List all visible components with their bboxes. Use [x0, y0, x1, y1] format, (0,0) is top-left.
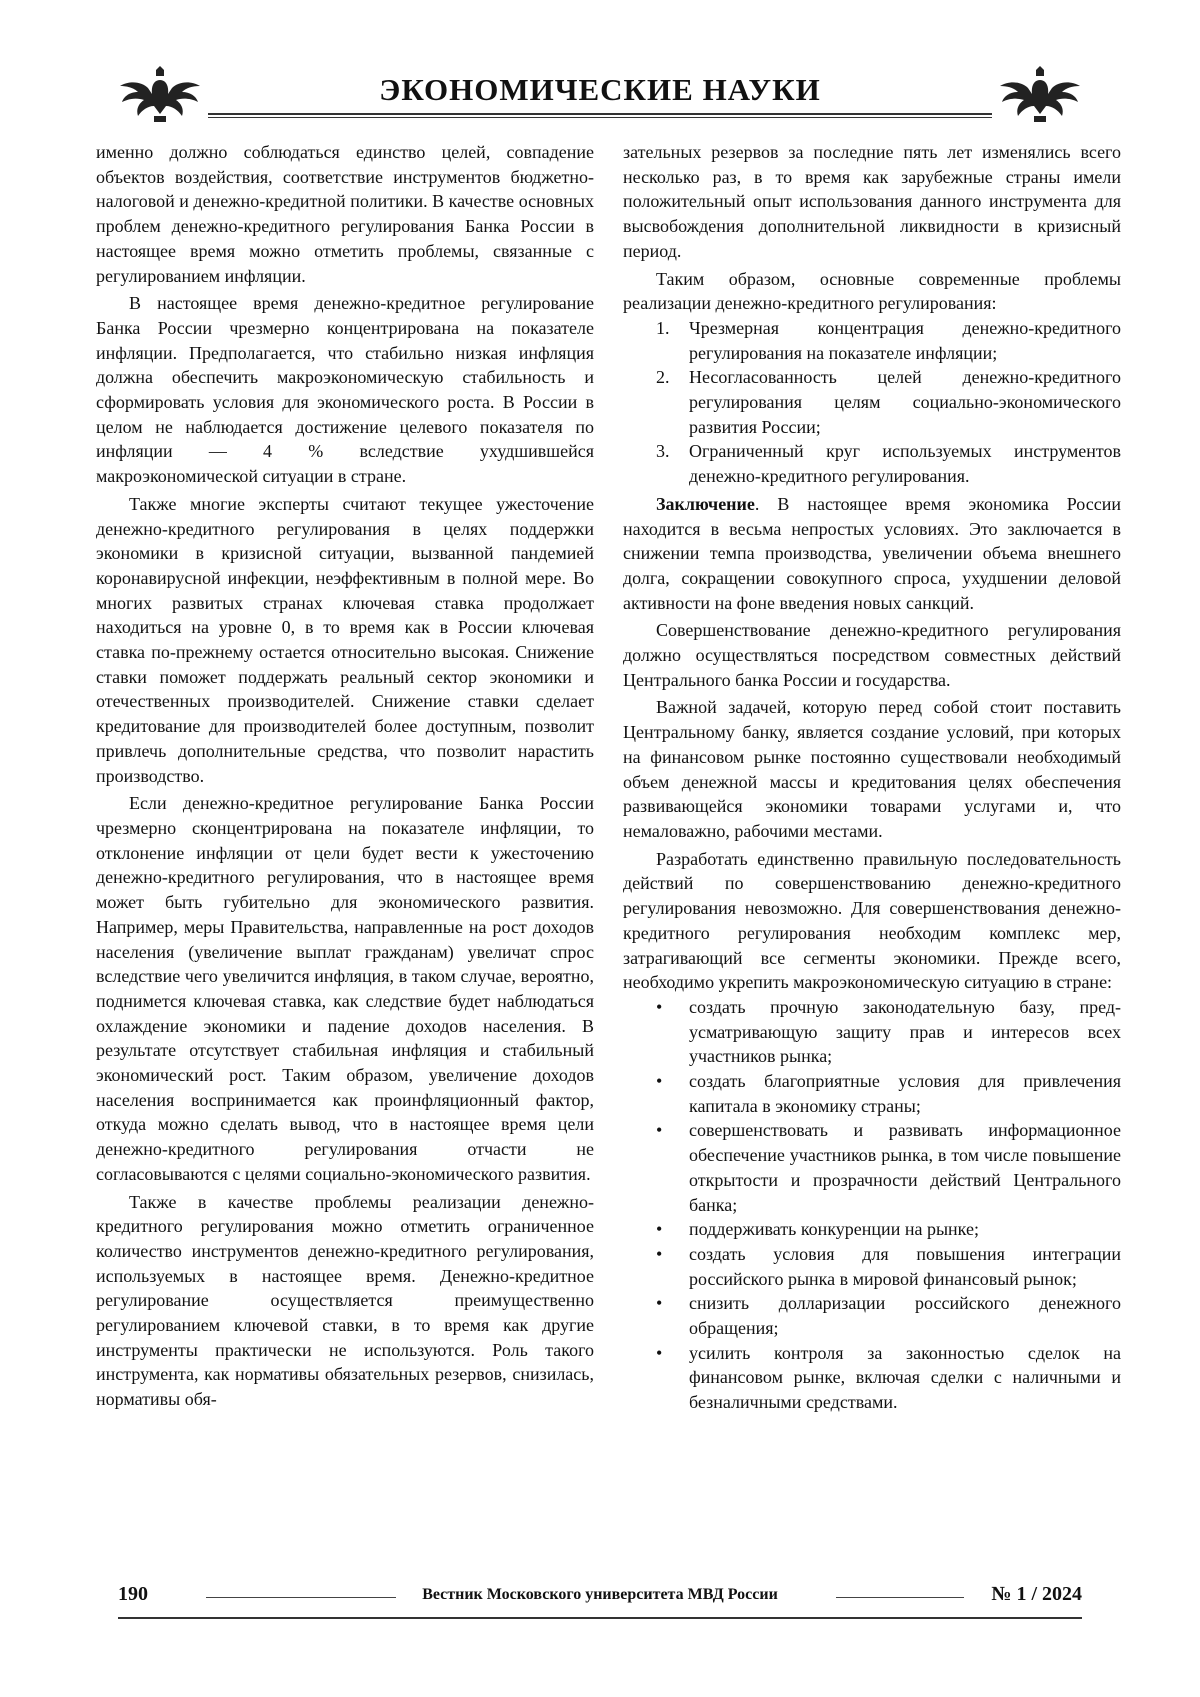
header-rule [208, 113, 992, 115]
paragraph: В настоящее время денежно-кредитное регулирование Банка России чрезмерно концентрирована на показателе инфляции. Предполагается, что стабильно низкая инфляция должна обеспечить макроэкономическую стабильность и сформировать условия для экономического роста. В России в целом не наблюдается достижение целевого показателя по инфляции — 4 % вследствие ухудшившейся макроэкономической ситуации в стране. [96, 293, 594, 487]
journal-title: Вестник Московского университета МВД России [422, 1586, 778, 1603]
paragraph: Таким образом, основные современные проблемы реализации денежно-кредитного регулирования: [623, 268, 1121, 314]
measures-list [623, 995, 1121, 1415]
paragraph: Совершенствование денежно-кредитного регулирования должно осуществляться посредством совместных действий Центрального банка России и государства. [623, 620, 1121, 690]
right-column [623, 140, 1121, 1415]
list-item: • усилить контроля за законностью сделок на финансовом рынке, включая сделки с наличными и безналичными средствами. [656, 1342, 1121, 1413]
double-headed-eagle-emblem-icon [998, 66, 1082, 124]
issue-number: № 1 / 2024 [991, 1583, 1082, 1605]
bullet-icon: • [656, 1293, 663, 1314]
paragraph: Также в качестве проблемы реализации денежно-кредитного регулирования можно отметить ограниченное количество инструментов денежно-кредитного регулирования, используемых в настоящее время. Денежно-кредитное регулирование осуществляется преимущественно регулированием ключевой ставки, в то время как другие инструменты практически не используются. Роль такого инструмента, как нормативы обязательных резервов, снизилась, нормативы обя- [96, 1191, 594, 1410]
bullet-icon: • [656, 1219, 663, 1240]
paragraph: Разработать единственно правильную последовательность действий по совершенствованию денежно-кредитного регулирования невозможно. Для совершенствования денежно-кредитного регулирования необходим комплекс мер, затрагивающий все сегменты экономики. Прежде всего, необходимо укрепить макроэкономическую ситуацию в стране: [623, 848, 1121, 993]
list-item: 2. Несогласованность целей денежно-кредитного регулирования целям социально-экономического развития России; [656, 367, 1121, 437]
running-footer [118, 1583, 1082, 1613]
bullet-icon: • [656, 1342, 663, 1363]
problems-list [623, 316, 1121, 489]
list-item: 1. Чрезмерная концентрация денежно-кредитного регулирования на показателе инфляции; [656, 317, 1121, 363]
conclusion-label: Заключение [656, 493, 755, 514]
paragraph: зательных резервов за последние пять лет изменялись всего несколько раз, в то время как зарубежные страны имели положительный опыт использования данного инструмента для высвобождения дополнительной ликвидности в кризисный период. [623, 142, 1121, 261]
bullet-icon: • [656, 1243, 663, 1264]
section-title: ЭКОНОМИЧЕСКИЕ НАУКИ [379, 72, 821, 107]
double-headed-eagle-emblem-icon [118, 66, 202, 124]
footer-bottom-rule [118, 1617, 1082, 1619]
bullet-icon: • [656, 1071, 663, 1092]
conclusion-paragraph: Заключение. В настоящее время экономика России находится в весьма непростых условиях. Это заключается в снижении темпа производства, увеличении объема внешнего долга, сокращении совокупного спроса, ухудшении деловой активности на фоне введения новых санкций. [623, 493, 1121, 613]
list-item: • создать благоприятные условия для привлечения капитала в экономику страны; [656, 1071, 1121, 1116]
header-rule-thin [208, 117, 992, 118]
paragraph: Важной задачей, которую перед собой стоит поставить Центральному банку, является создание условий, при которых на финансовом рынке постоянно существовали необходимый объем денежной массы и кредитования целях обеспечения развивающейся экономики товарами услугами и, что немаловажно, рабочими местами. [623, 697, 1121, 841]
list-item: • создать условия для повышения интеграции российского рынка в мировой финансовый рынок; [656, 1243, 1121, 1289]
bullet-icon: • [656, 1120, 663, 1141]
footer-rule [836, 1597, 964, 1598]
running-header [118, 66, 1082, 124]
paragraph: именно должно соблюдаться единство целей, совпадение объектов воздействия, соответствие инструментов бюджетно-налоговой и денежно-кредитной политики. В качестве основных проблем денежно-кредитного регулирования Банка России в настоящее время можно отметить проблемы, связанные с регулированием инфляции. [96, 142, 594, 286]
paragraph: Также многие эксперты считают текущее ужесточение денежно-кредитного регулирования в целях поддержки экономики в кризисной ситуации, вызванной пандемией коронавирусной инфекции, неэффективным в полной мере. Во многих развитых странах ключевая ставка продолжает находиться на уровне 0, в то время как в России ключевая ставка по-прежнему остается относительно высокая. Снижение ставки поможет поддержать реальный сектор экономики и отечественных производителей. Снижение ставки сделает кредитование для производителей более доступным, позволит привлечь дополнительные средства, что позволит нарастить производство. [96, 493, 594, 786]
list-item: • создать прочную законодательную базу, предусматривающую защиту прав и интересов всех участников рынка; [656, 996, 1121, 1067]
list-item: • поддерживать конкуренции на рынке; [623, 1217, 1121, 1242]
list-item: 3. Ограниченный круг используемых инструментов денежно-кредитного регулирования. [656, 441, 1121, 487]
page-number: 190 [118, 1583, 148, 1605]
bullet-icon: • [656, 996, 663, 1017]
paragraph: Если денежно-кредитное регулирование Банка России чрезмерно сконцентрирована на показателе инфляции, то отклонение инфляции от цели будет вести к ужесточению денежно-кредитного регулирования, что в настоящее время может быть губительно для экономического развития. Например, меры Правительства, направленные на рост доходов населения (увеличение выплат гражданам) увеличат спрос вследствие чего увеличится инфляция, в таком случае, вероятно, поднимется ключевая ставка, как следствие будет наблюдаться охлаждение экономики и падение доходов населения. В результате отсутствует стабильная инфляция и стабильный экономический рост. Таким образом, увеличение доходов населения воспринимается как проинфляционный фактор, откуда можно сделать вывод, что в настоящее время цели денежно-кредитного регулирования отчасти не согласовываются с целями социально-экономического развития. [96, 793, 594, 1184]
list-item: • совершенствовать и развивать информационное обеспечение участников рынка, в том числе повышение открытости и прозрачности действий Центрального банка; [656, 1120, 1121, 1215]
left-column [96, 140, 594, 1412]
list-item: • снизить долларизации российского денежного обращения; [656, 1293, 1121, 1339]
